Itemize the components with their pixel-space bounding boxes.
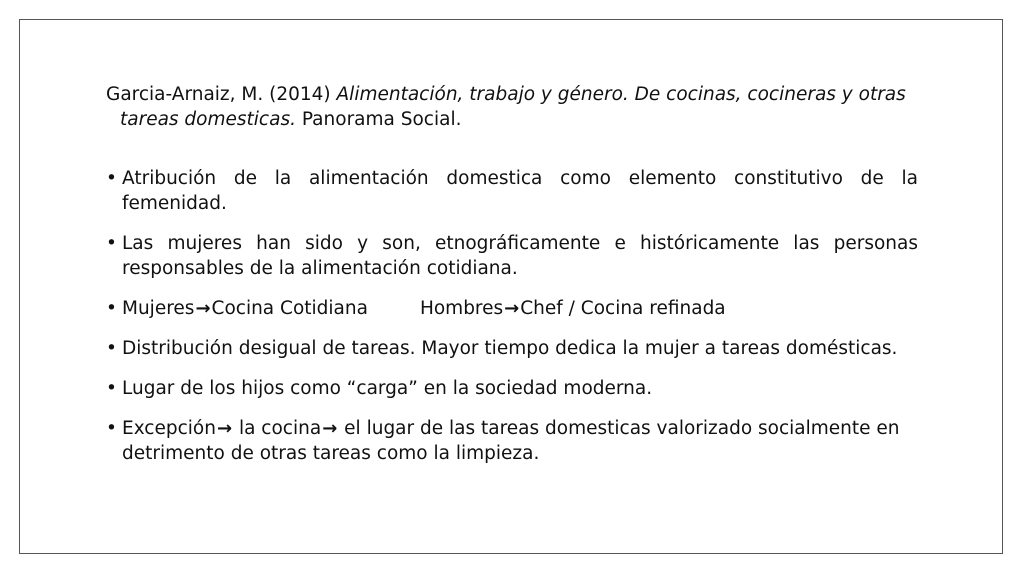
bullet-icon: • xyxy=(106,338,117,359)
list-item xyxy=(106,336,918,361)
list-item-text: Chef / Cocina refinada xyxy=(520,298,726,319)
arrow-right-icon: → xyxy=(504,298,520,319)
list-item-text: Cocina Cotidiana xyxy=(211,298,368,319)
list-item-text: Las mujeres han sido y son, etnográficamente e históricamente las personas responsables de la alimentación cotidiana. xyxy=(122,233,918,279)
reference-title: Alimentación, trabajo y género. De cocinas, cocineras y otras tareas domesticas. xyxy=(120,84,906,130)
arrow-right-icon: → xyxy=(195,298,211,319)
list-item-text: Lugar de los hijos como “carga” en la sociedad moderna. xyxy=(122,378,653,399)
arrow-right-icon: → xyxy=(216,418,233,439)
list-item xyxy=(106,416,918,466)
list-item-text: Mujeres xyxy=(122,298,195,319)
list-item xyxy=(106,231,918,281)
list-item-text: Excepción xyxy=(122,418,216,439)
bullet-icon: • xyxy=(106,233,117,254)
bullet-list xyxy=(106,166,918,466)
list-item-text: el lugar de las tareas domesticas valorizado socialmente en detrimento de otras tareas como la limpieza. xyxy=(122,418,900,464)
bullet-icon: • xyxy=(106,418,117,439)
bullet-icon: • xyxy=(106,378,117,399)
reference-source: Panorama Social. xyxy=(301,109,462,130)
list-item xyxy=(106,166,918,216)
list-item xyxy=(106,376,918,401)
list-item-text: Atribución de la alimentación domestica como elemento constitutivo de la femenidad. xyxy=(122,168,918,214)
list-item-text: la cocina xyxy=(238,418,322,439)
bibliographic-reference xyxy=(106,82,918,132)
list-item xyxy=(106,296,918,321)
slide-content xyxy=(106,82,918,481)
arrow-right-icon: → xyxy=(322,418,338,439)
bullet-icon: • xyxy=(106,168,117,189)
list-item-text: Distribución desigual de tareas. Mayor tiempo dedica la mujer a tareas domésticas. xyxy=(122,338,898,359)
reference-authors: Garcia-Arnaiz, M. (2014) xyxy=(106,84,331,105)
bullet-icon: • xyxy=(106,298,117,319)
list-item-text: Hombres xyxy=(419,298,504,319)
